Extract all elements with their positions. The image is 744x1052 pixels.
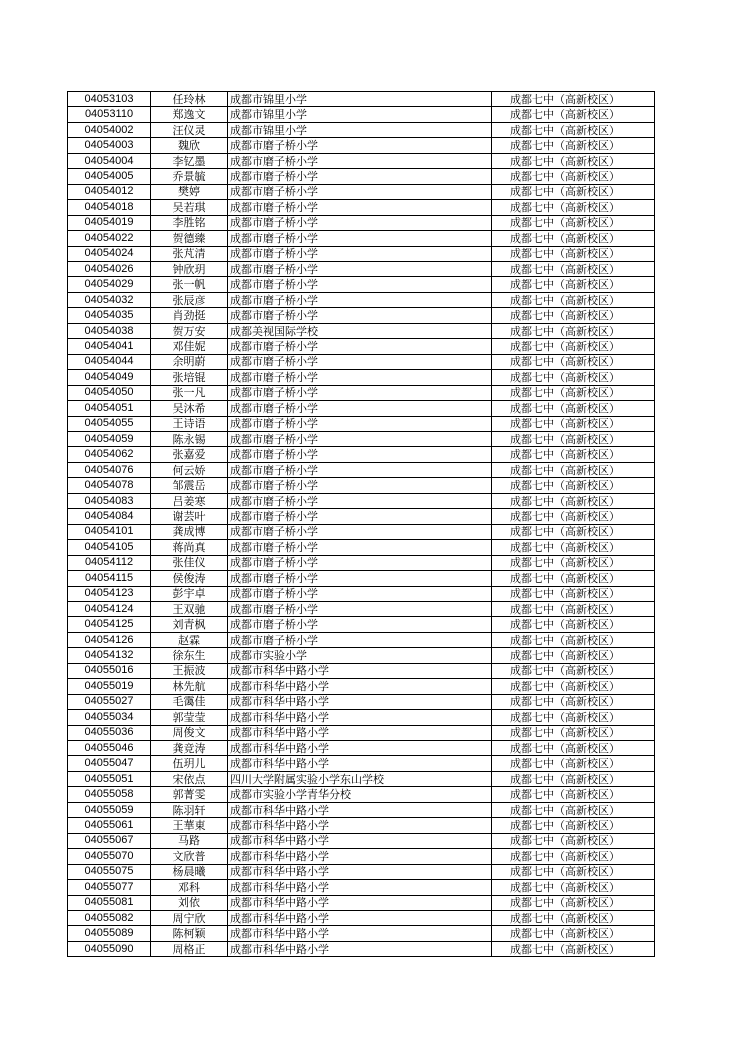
student-id-cell: 04054004 (68, 153, 151, 168)
admitted-school-cell: 成都七中（高新校区） (492, 524, 655, 539)
student-name-cell: 刘依 (151, 895, 228, 910)
primary-school-cell: 成都市磨子桥小学 (228, 200, 492, 215)
admitted-school-cell: 成都七中（高新校区） (492, 92, 655, 107)
primary-school-cell: 成都市科华中路小学 (228, 663, 492, 678)
primary-school-cell: 成都市磨子桥小学 (228, 509, 492, 524)
admitted-school-cell: 成都七中（高新校区） (492, 478, 655, 493)
student-name-cell: 余明蔚 (151, 354, 228, 369)
student-name-cell: 乔景毓 (151, 169, 228, 184)
admitted-school-cell: 成都七中（高新校区） (492, 864, 655, 879)
admission-table-body (68, 92, 655, 957)
table-row (68, 138, 655, 153)
table-row (68, 571, 655, 586)
student-id-cell: 04055081 (68, 895, 151, 910)
primary-school-cell: 成都市磨子桥小学 (228, 370, 492, 385)
primary-school-cell: 成都市磨子桥小学 (228, 431, 492, 446)
table-row (68, 725, 655, 740)
admitted-school-cell: 成都七中（高新校区） (492, 447, 655, 462)
student-name-cell: 毛霭佳 (151, 694, 228, 709)
student-name-cell: 吴沐希 (151, 401, 228, 416)
table-row (68, 354, 655, 369)
student-id-cell: 04055082 (68, 911, 151, 926)
student-id-cell: 04055070 (68, 849, 151, 864)
table-row (68, 277, 655, 292)
table-row (68, 756, 655, 771)
admitted-school-cell: 成都七中（高新校区） (492, 277, 655, 292)
student-name-cell: 郭莹莹 (151, 710, 228, 725)
student-id-cell: 04054019 (68, 215, 151, 230)
admitted-school-cell: 成都七中（高新校区） (492, 741, 655, 756)
admitted-school-cell: 成都七中（高新校区） (492, 540, 655, 555)
admitted-school-cell: 成都七中（高新校区） (492, 509, 655, 524)
student-name-cell: 侯俊涛 (151, 571, 228, 586)
student-id-cell: 04054024 (68, 246, 151, 261)
student-name-cell: 肖劲挺 (151, 308, 228, 323)
primary-school-cell: 成都市磨子桥小学 (228, 540, 492, 555)
student-id-cell: 04054035 (68, 308, 151, 323)
primary-school-cell: 成都市实验小学青华分校 (228, 787, 492, 802)
student-name-cell: 何云娇 (151, 462, 228, 477)
admitted-school-cell: 成都七中（高新校区） (492, 555, 655, 570)
table-row (68, 895, 655, 910)
primary-school-cell: 成都市磨子桥小学 (228, 447, 492, 462)
table-row (68, 92, 655, 107)
table-row (68, 540, 655, 555)
student-id-cell: 04054050 (68, 385, 151, 400)
table-row (68, 261, 655, 276)
table-row (68, 818, 655, 833)
table-row (68, 941, 655, 956)
student-name-cell: 钟欣玥 (151, 261, 228, 276)
student-id-cell: 04055047 (68, 756, 151, 771)
student-id-cell: 04054005 (68, 169, 151, 184)
admitted-school-cell: 成都七中（高新校区） (492, 138, 655, 153)
primary-school-cell: 成都市锦里小学 (228, 92, 492, 107)
student-id-cell: 04054049 (68, 370, 151, 385)
student-id-cell: 04054051 (68, 401, 151, 416)
table-row (68, 555, 655, 570)
student-id-cell: 04054062 (68, 447, 151, 462)
table-row (68, 370, 655, 385)
student-id-cell: 04054132 (68, 648, 151, 663)
student-name-cell: 张芃清 (151, 246, 228, 261)
student-id-cell: 04055090 (68, 941, 151, 956)
admitted-school-cell: 成都七中（高新校区） (492, 354, 655, 369)
student-name-cell: 张培锟 (151, 370, 228, 385)
table-row (68, 231, 655, 246)
table-row (68, 493, 655, 508)
table-row (68, 741, 655, 756)
primary-school-cell: 成都市科华中路小学 (228, 880, 492, 895)
table-row (68, 509, 655, 524)
table-row (68, 787, 655, 802)
admitted-school-cell: 成都七中（高新校区） (492, 617, 655, 632)
student-id-cell: 04054101 (68, 524, 151, 539)
table-row (68, 416, 655, 431)
student-name-cell: 文欣普 (151, 849, 228, 864)
student-id-cell: 04054126 (68, 632, 151, 647)
table-row (68, 601, 655, 616)
student-name-cell: 宋依点 (151, 771, 228, 786)
student-id-cell: 04054105 (68, 540, 151, 555)
student-id-cell: 04054012 (68, 184, 151, 199)
primary-school-cell: 成都市科华中路小学 (228, 725, 492, 740)
table-row (68, 926, 655, 941)
table-row (68, 679, 655, 694)
table-row (68, 107, 655, 122)
table-row (68, 849, 655, 864)
admitted-school-cell: 成都七中（高新校区） (492, 385, 655, 400)
table-row (68, 447, 655, 462)
student-id-cell: 04054076 (68, 462, 151, 477)
student-id-cell: 04055016 (68, 663, 151, 678)
student-id-cell: 04054041 (68, 339, 151, 354)
student-name-cell: 吕姜寒 (151, 493, 228, 508)
table-row (68, 710, 655, 725)
primary-school-cell: 成都市科华中路小学 (228, 818, 492, 833)
student-name-cell: 陈永锡 (151, 431, 228, 446)
admitted-school-cell: 成都七中（高新校区） (492, 339, 655, 354)
student-name-cell: 王双驰 (151, 601, 228, 616)
student-name-cell: 贺德臻 (151, 231, 228, 246)
primary-school-cell: 成都市磨子桥小学 (228, 632, 492, 647)
student-id-cell: 04054002 (68, 122, 151, 137)
primary-school-cell: 成都市科华中路小学 (228, 679, 492, 694)
student-id-cell: 04054084 (68, 509, 151, 524)
admitted-school-cell: 成都七中（高新校区） (492, 787, 655, 802)
table-row (68, 663, 655, 678)
table-row (68, 184, 655, 199)
admitted-school-cell: 成都七中（高新校区） (492, 911, 655, 926)
admitted-school-cell: 成都七中（高新校区） (492, 261, 655, 276)
admitted-school-cell: 成都七中（高新校区） (492, 679, 655, 694)
admitted-school-cell: 成都七中（高新校区） (492, 663, 655, 678)
student-id-cell: 04055027 (68, 694, 151, 709)
admitted-school-cell: 成都七中（高新校区） (492, 586, 655, 601)
admitted-school-cell: 成都七中（高新校区） (492, 308, 655, 323)
student-id-cell: 04055034 (68, 710, 151, 725)
table-row (68, 339, 655, 354)
student-id-cell: 04054083 (68, 493, 151, 508)
table-row (68, 632, 655, 647)
student-id-cell: 04054112 (68, 555, 151, 570)
student-id-cell: 04055061 (68, 818, 151, 833)
admitted-school-cell: 成都七中（高新校区） (492, 231, 655, 246)
primary-school-cell: 成都市磨子桥小学 (228, 292, 492, 307)
primary-school-cell: 成都市磨子桥小学 (228, 231, 492, 246)
primary-school-cell: 成都市科华中路小学 (228, 864, 492, 879)
admitted-school-cell: 成都七中（高新校区） (492, 632, 655, 647)
primary-school-cell: 成都市锦里小学 (228, 107, 492, 122)
student-name-cell: 赵霖 (151, 632, 228, 647)
admitted-school-cell: 成都七中（高新校区） (492, 849, 655, 864)
primary-school-cell: 四川大学附属实验小学东山学校 (228, 771, 492, 786)
primary-school-cell: 成都市科华中路小学 (228, 849, 492, 864)
admitted-school-cell: 成都七中（高新校区） (492, 833, 655, 848)
student-id-cell: 04054029 (68, 277, 151, 292)
student-id-cell: 04054124 (68, 601, 151, 616)
primary-school-cell: 成都市实验小学 (228, 648, 492, 663)
admitted-school-cell: 成都七中（高新校区） (492, 818, 655, 833)
student-id-cell: 04055019 (68, 679, 151, 694)
student-id-cell: 04055077 (68, 880, 151, 895)
table-row (68, 586, 655, 601)
student-id-cell: 04054018 (68, 200, 151, 215)
table-row (68, 880, 655, 895)
student-name-cell: 汪仪灵 (151, 122, 228, 137)
student-name-cell: 周宁欣 (151, 911, 228, 926)
primary-school-cell: 成都市锦里小学 (228, 122, 492, 137)
table-row (68, 648, 655, 663)
student-id-cell: 04055058 (68, 787, 151, 802)
student-id-cell: 04054078 (68, 478, 151, 493)
student-name-cell: 李胜铭 (151, 215, 228, 230)
student-id-cell: 04055051 (68, 771, 151, 786)
student-name-cell: 张嘉爱 (151, 447, 228, 462)
table-row (68, 617, 655, 632)
primary-school-cell: 成都市磨子桥小学 (228, 354, 492, 369)
student-name-cell: 谢芸叶 (151, 509, 228, 524)
student-id-cell: 04055067 (68, 833, 151, 848)
primary-school-cell: 成都市科华中路小学 (228, 911, 492, 926)
table-row (68, 385, 655, 400)
student-name-cell: 陈柯颖 (151, 926, 228, 941)
student-name-cell: 樊婷 (151, 184, 228, 199)
admitted-school-cell: 成都七中（高新校区） (492, 493, 655, 508)
table-row (68, 431, 655, 446)
admitted-school-cell: 成都七中（高新校区） (492, 756, 655, 771)
admitted-school-cell: 成都七中（高新校区） (492, 926, 655, 941)
student-name-cell: 刘青枫 (151, 617, 228, 632)
student-name-cell: 彭宇卓 (151, 586, 228, 601)
primary-school-cell: 成都市磨子桥小学 (228, 277, 492, 292)
primary-school-cell: 成都市科华中路小学 (228, 895, 492, 910)
primary-school-cell: 成都市磨子桥小学 (228, 261, 492, 276)
table-row (68, 911, 655, 926)
student-id-cell: 04054115 (68, 571, 151, 586)
table-row (68, 246, 655, 261)
student-name-cell: 龚成博 (151, 524, 228, 539)
admitted-school-cell: 成都七中（高新校区） (492, 571, 655, 586)
primary-school-cell: 成都市磨子桥小学 (228, 601, 492, 616)
student-name-cell: 龚竞涛 (151, 741, 228, 756)
admitted-school-cell: 成都七中（高新校区） (492, 416, 655, 431)
student-name-cell: 邹震岳 (151, 478, 228, 493)
student-name-cell: 伍玥儿 (151, 756, 228, 771)
student-name-cell: 贺万安 (151, 323, 228, 338)
primary-school-cell: 成都市科华中路小学 (228, 694, 492, 709)
primary-school-cell: 成都市磨子桥小学 (228, 586, 492, 601)
admitted-school-cell: 成都七中（高新校区） (492, 880, 655, 895)
primary-school-cell: 成都市科华中路小学 (228, 941, 492, 956)
admitted-school-cell: 成都七中（高新校区） (492, 184, 655, 199)
admitted-school-cell: 成都七中（高新校区） (492, 292, 655, 307)
primary-school-cell: 成都市磨子桥小学 (228, 416, 492, 431)
student-name-cell: 陈羽轩 (151, 802, 228, 817)
student-name-cell: 张辰彦 (151, 292, 228, 307)
primary-school-cell: 成都市磨子桥小学 (228, 524, 492, 539)
admitted-school-cell: 成都七中（高新校区） (492, 122, 655, 137)
student-id-cell: 04053110 (68, 107, 151, 122)
admitted-school-cell: 成都七中（高新校区） (492, 802, 655, 817)
primary-school-cell: 成都市科华中路小学 (228, 710, 492, 725)
primary-school-cell: 成都市磨子桥小学 (228, 401, 492, 416)
student-name-cell: 王振波 (151, 663, 228, 678)
student-id-cell: 04055075 (68, 864, 151, 879)
admitted-school-cell: 成都七中（高新校区） (492, 215, 655, 230)
student-name-cell: 徐东生 (151, 648, 228, 663)
student-name-cell: 李钇墨 (151, 153, 228, 168)
student-name-cell: 郭菁雯 (151, 787, 228, 802)
student-name-cell: 任玲林 (151, 92, 228, 107)
student-name-cell: 张一凡 (151, 385, 228, 400)
admitted-school-cell: 成都七中（高新校区） (492, 710, 655, 725)
student-name-cell: 马路 (151, 833, 228, 848)
primary-school-cell: 成都市磨子桥小学 (228, 308, 492, 323)
student-name-cell: 王華東 (151, 818, 228, 833)
student-name-cell: 吴若琪 (151, 200, 228, 215)
student-id-cell: 04054003 (68, 138, 151, 153)
student-name-cell: 魏欣 (151, 138, 228, 153)
student-id-cell: 04054055 (68, 416, 151, 431)
table-row (68, 833, 655, 848)
table-row (68, 802, 655, 817)
student-name-cell: 王诗语 (151, 416, 228, 431)
table-row (68, 122, 655, 137)
table-row (68, 200, 655, 215)
table-row (68, 323, 655, 338)
student-id-cell: 04054032 (68, 292, 151, 307)
student-id-cell: 04055059 (68, 802, 151, 817)
admitted-school-cell: 成都七中（高新校区） (492, 246, 655, 261)
admitted-school-cell: 成都七中（高新校区） (492, 771, 655, 786)
primary-school-cell: 成都市科华中路小学 (228, 741, 492, 756)
admitted-school-cell: 成都七中（高新校区） (492, 725, 655, 740)
student-id-cell: 04055089 (68, 926, 151, 941)
primary-school-cell: 成都市磨子桥小学 (228, 385, 492, 400)
table-row (68, 308, 655, 323)
admitted-school-cell: 成都七中（高新校区） (492, 648, 655, 663)
primary-school-cell: 成都市磨子桥小学 (228, 571, 492, 586)
student-name-cell: 郑逸文 (151, 107, 228, 122)
table-row (68, 462, 655, 477)
student-name-cell: 周格正 (151, 941, 228, 956)
admission-table (67, 91, 655, 957)
primary-school-cell: 成都市磨子桥小学 (228, 339, 492, 354)
admitted-school-cell: 成都七中（高新校区） (492, 431, 655, 446)
admitted-school-cell: 成都七中（高新校区） (492, 107, 655, 122)
table-row (68, 169, 655, 184)
primary-school-cell: 成都市磨子桥小学 (228, 478, 492, 493)
table-row (68, 153, 655, 168)
admitted-school-cell: 成都七中（高新校区） (492, 169, 655, 184)
primary-school-cell: 成都市科华中路小学 (228, 802, 492, 817)
student-id-cell: 04054125 (68, 617, 151, 632)
primary-school-cell: 成都市磨子桥小学 (228, 493, 492, 508)
student-id-cell: 04053103 (68, 92, 151, 107)
primary-school-cell: 成都市科华中路小学 (228, 926, 492, 941)
admitted-school-cell: 成都七中（高新校区） (492, 694, 655, 709)
table-row (68, 771, 655, 786)
student-id-cell: 04054026 (68, 261, 151, 276)
admitted-school-cell: 成都七中（高新校区） (492, 601, 655, 616)
admitted-school-cell: 成都七中（高新校区） (492, 370, 655, 385)
primary-school-cell: 成都市磨子桥小学 (228, 555, 492, 570)
primary-school-cell: 成都市科华中路小学 (228, 833, 492, 848)
primary-school-cell: 成都市磨子桥小学 (228, 153, 492, 168)
table-row (68, 524, 655, 539)
table-row (68, 401, 655, 416)
primary-school-cell: 成都市磨子桥小学 (228, 462, 492, 477)
student-id-cell: 04055046 (68, 741, 151, 756)
student-name-cell: 张佳仪 (151, 555, 228, 570)
primary-school-cell: 成都市磨子桥小学 (228, 246, 492, 261)
student-id-cell: 04054123 (68, 586, 151, 601)
student-name-cell: 林先航 (151, 679, 228, 694)
student-id-cell: 04054038 (68, 323, 151, 338)
admission-list-sheet (67, 91, 654, 957)
primary-school-cell: 成都市磨子桥小学 (228, 215, 492, 230)
admitted-school-cell: 成都七中（高新校区） (492, 323, 655, 338)
student-name-cell: 邓科 (151, 880, 228, 895)
student-name-cell: 邓佳妮 (151, 339, 228, 354)
table-row (68, 292, 655, 307)
primary-school-cell: 成都市磨子桥小学 (228, 617, 492, 632)
primary-school-cell: 成都市磨子桥小学 (228, 169, 492, 184)
admitted-school-cell: 成都七中（高新校区） (492, 200, 655, 215)
admitted-school-cell: 成都七中（高新校区） (492, 401, 655, 416)
admitted-school-cell: 成都七中（高新校区） (492, 895, 655, 910)
primary-school-cell: 成都市磨子桥小学 (228, 184, 492, 199)
student-id-cell: 04055036 (68, 725, 151, 740)
primary-school-cell: 成都美视国际学校 (228, 323, 492, 338)
student-id-cell: 04054059 (68, 431, 151, 446)
student-name-cell: 周俊文 (151, 725, 228, 740)
table-row (68, 694, 655, 709)
table-row (68, 215, 655, 230)
table-row (68, 478, 655, 493)
admitted-school-cell: 成都七中（高新校区） (492, 462, 655, 477)
student-id-cell: 04054022 (68, 231, 151, 246)
primary-school-cell: 成都市磨子桥小学 (228, 138, 492, 153)
admitted-school-cell: 成都七中（高新校区） (492, 153, 655, 168)
student-id-cell: 04054044 (68, 354, 151, 369)
student-name-cell: 杨晨曦 (151, 864, 228, 879)
admitted-school-cell: 成都七中（高新校区） (492, 941, 655, 956)
primary-school-cell: 成都市科华中路小学 (228, 756, 492, 771)
student-name-cell: 张一帆 (151, 277, 228, 292)
table-row (68, 864, 655, 879)
student-name-cell: 蒋尚真 (151, 540, 228, 555)
